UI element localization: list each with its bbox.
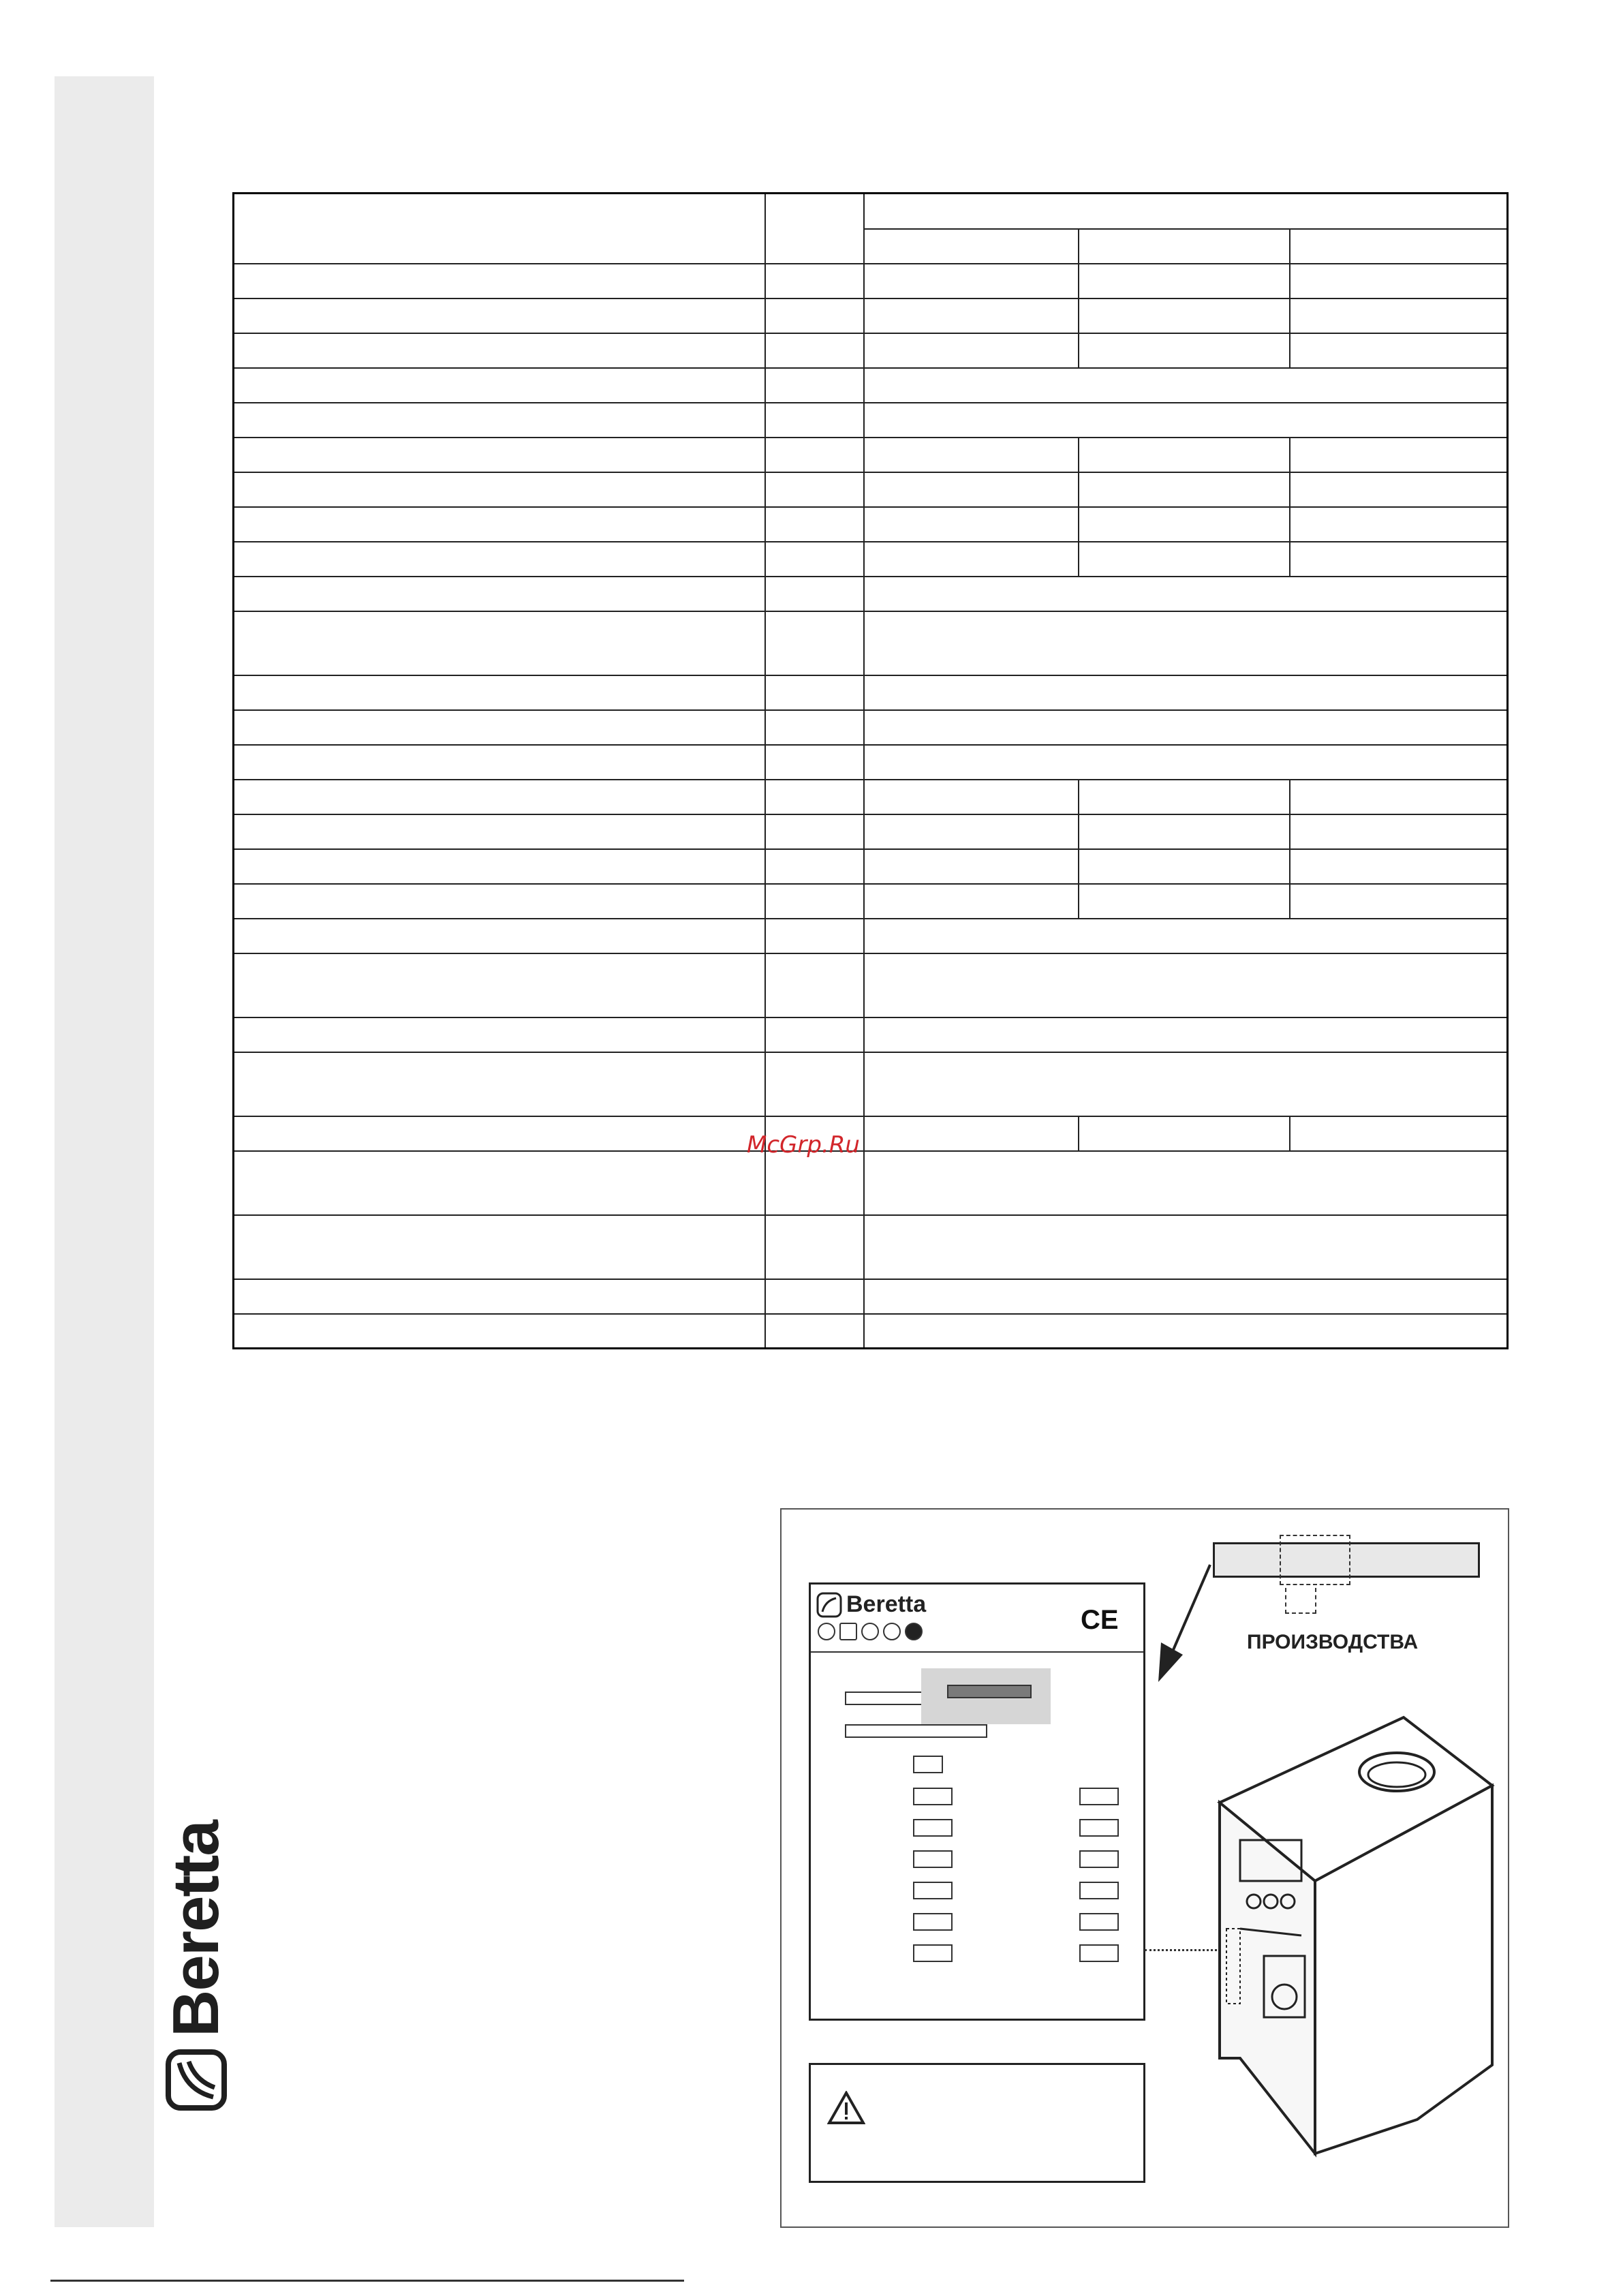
plate-field [845,1724,987,1738]
table-row [234,849,1508,884]
plate-brand: Beretta [846,1591,927,1617]
table-row [234,472,1508,507]
ce-mark: CE [1081,1605,1119,1635]
table-row [234,333,1508,368]
eac-mark-icon [839,1623,857,1640]
plate-field [1079,1788,1119,1805]
plate-logo [816,1591,926,1618]
table-row [234,814,1508,849]
table-row [234,745,1508,780]
table-row [234,919,1508,953]
table-row [234,542,1508,577]
table-row [234,368,1508,403]
table-row [234,1279,1508,1314]
plate-highlight [921,1668,1051,1724]
serial-field [947,1685,1032,1698]
plate-field [913,1850,953,1868]
plate-field [1079,1882,1119,1899]
pointer-arrow-icon [1151,1561,1213,1690]
plate-field [1079,1913,1119,1931]
table-row [234,884,1508,919]
table-row [234,577,1508,611]
cert-icons [818,1623,923,1640]
table-row [234,507,1508,542]
plate-divider [811,1651,1143,1653]
beretta-logo-icon [166,2049,227,2111]
serial-number-bar [1213,1542,1480,1578]
table-row [234,710,1508,745]
brand-name: Beretta [159,1821,232,2037]
plate-field [913,1944,953,1962]
watermark: McGrp.Ru [747,1131,860,1159]
table-row [234,611,1508,675]
brand-logo [159,1821,234,2111]
table-row [234,1052,1508,1116]
approval-icon [818,1623,835,1640]
boiler-illustration [1199,1711,1499,2160]
table-row [234,403,1508,438]
table-row [234,299,1508,333]
plate-field [913,1819,953,1837]
leader-line [1145,1949,1217,1951]
table-row [234,438,1508,472]
gas-mark-icon [905,1623,923,1640]
serial-callout [1280,1535,1350,1585]
table-row [234,675,1508,710]
production-label: ПРОИЗВОДСТВА [1247,1631,1419,1653]
footer-rule [50,2280,684,2282]
sidebar-strip [55,76,232,2227]
table-row [234,780,1508,814]
beretta-logo-icon [816,1592,842,1618]
belarus-mark-icon [883,1623,901,1640]
plate-field [913,1913,953,1931]
plate-field [1079,1819,1119,1837]
plate-field [1079,1944,1119,1962]
table-row [234,1151,1508,1215]
table-row [234,1215,1508,1279]
data-plate [809,1582,1145,2021]
warning-triangle-icon [827,2091,865,2125]
serial-callout-leader [1285,1588,1316,1614]
table-row [234,1314,1508,1349]
table-row [234,1017,1508,1052]
table-row [234,1116,1508,1151]
plate-field [913,1756,943,1773]
plate-field [913,1788,953,1805]
table-row [234,264,1508,299]
table-header-row [234,194,1508,229]
plate-field [913,1882,953,1899]
gost-icon [861,1623,879,1640]
warning-box [809,2063,1145,2183]
spec-table [232,192,1509,1349]
table-row [234,953,1508,1017]
plate-field [1079,1850,1119,1868]
